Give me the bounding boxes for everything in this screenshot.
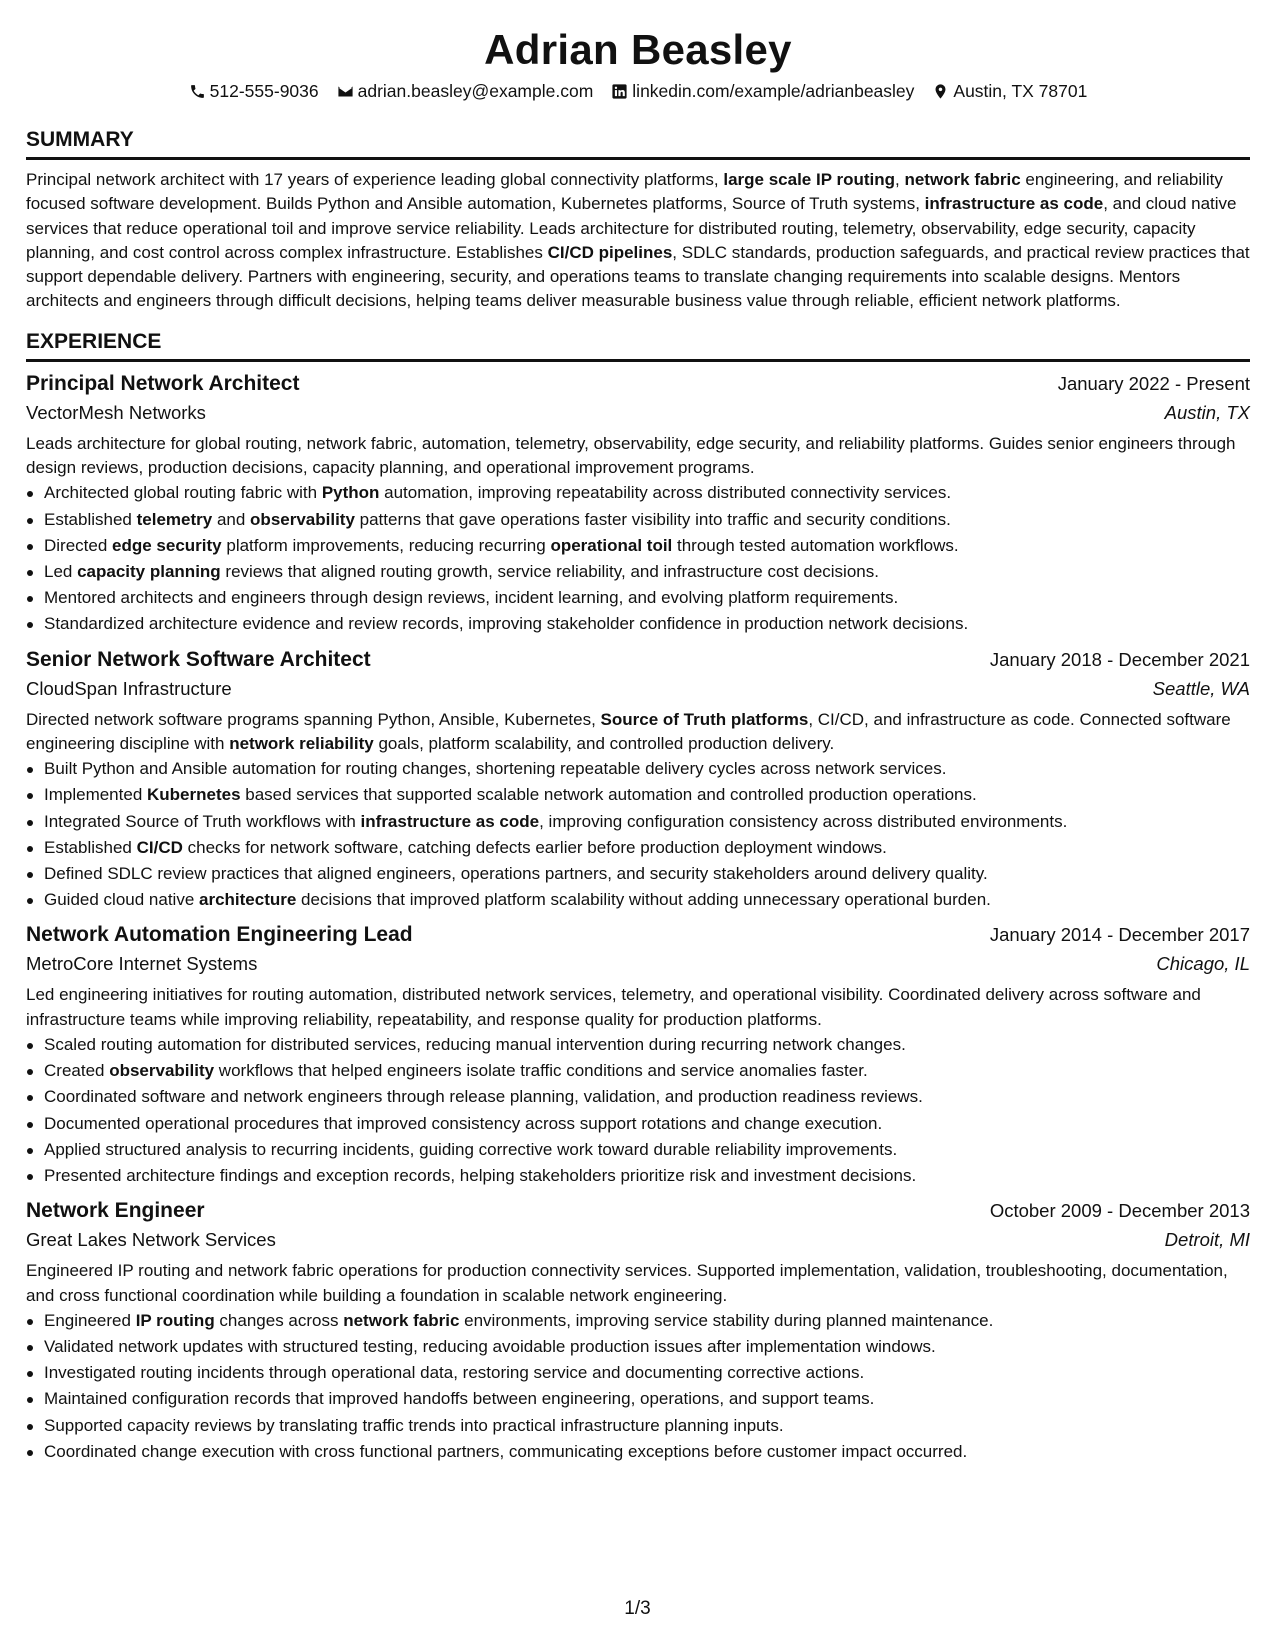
section-divider [26,359,1250,362]
bold-keyword: edge security [112,535,222,555]
summary-section [26,127,1250,314]
job-dates: January 2022 - Present [1057,372,1250,394]
company-name: CloudSpan Infrastructure [26,677,232,699]
job-subheader [26,1227,1250,1253]
job-entry [26,1197,1250,1465]
bold-keyword: telemetry [136,509,213,529]
contact-email[interactable] [337,80,594,102]
bold-keyword: observability [250,509,355,529]
bold-keyword: observability [109,1061,215,1081]
job-subheader [26,400,1250,426]
company-name: VectorMesh Networks [26,401,206,423]
envelope-icon [337,83,354,100]
achievement-list [26,480,1250,637]
achievement-item: Mentored architects and engineers through design reviews, incident learning, and evolving platform requirements. [44,585,1250,611]
company-name: Great Lakes Network Services [26,1229,276,1251]
resume-page [26,0,1250,1465]
achievement-item: Coordinated change execution with cross functional partners, communicating exceptions before customer impact occurred. [44,1439,1250,1465]
achievement-list [26,1032,1250,1189]
job-entry [26,921,1250,1189]
achievement-item: Coordinated software and network engineers through release planning, validation, and production readiness reviews. [44,1084,1250,1110]
bold-keyword: network fabric [343,1310,460,1330]
job-location: Chicago, IL [1156,953,1250,975]
bold-keyword: infrastructure as code [360,811,540,831]
experience-section [26,329,1250,1465]
bold-keyword: network fabric [904,170,1021,189]
job-description: Led engineering initiatives for routing automation, distributed network services, telemetry, and operational visibility. Coordinated delivery across software and infrastructure teams while improving reliability, repeatability, and response quality for production platforms. [26,985,1201,1029]
achievement-item: Supported capacity reviews by translating traffic trends into practical infrastructure planning inputs. [44,1413,1250,1439]
contact-phone [189,80,319,102]
achievement-item: Directed edge security platform improvements, reducing recurring operational toil through tested automation workflows. [44,533,1250,559]
job-dates: January 2018 - December 2021 [989,648,1250,670]
achievement-item: Engineered IP routing changes across network fabric environments, improving service stability during planned maintenance. [44,1308,1250,1334]
achievement-item: Led capacity planning reviews that aligned routing growth, service reliability, and infrastructure cost decisions. [44,559,1250,585]
contact-bar [26,80,1250,102]
contact-location [932,80,1087,102]
achievement-item: Established CI/CD checks for network software, catching defects earlier before production deployment windows. [44,835,1250,861]
job-dates: January 2014 - December 2017 [989,924,1250,946]
job-description: Directed network software programs spanning Python, Ansible, Kubernetes, Source of Truth platforms, CI/CD, and infrastructure as code. Connected software engineering discipline with network reliability goals, platform scalability, and controlled production delivery. [26,709,1231,753]
job-subheader [26,951,1250,977]
company-name: MetroCore Internet Systems [26,953,258,975]
job-location: Austin, TX [1164,401,1250,423]
bold-keyword: large scale IP routing [723,170,895,189]
bold-keyword: capacity planning [77,561,221,581]
job-location: Seattle, WA [1152,677,1250,699]
bold-keyword: CI/CD pipelines [547,242,673,262]
job-entry [26,370,1250,638]
achievement-item: Investigated routing incidents through operational data, restoring service and documenting corrective actions. [44,1360,1250,1386]
job-title: Principal Network Architect [26,371,300,395]
achievement-list [26,1308,1250,1465]
summary-text: Principal network architect with 17 years of experience leading global connectivity platforms, large scale IP routing, network fabric engineering, and reliability focused software development. Builds Python and Ansible automation, Kubernetes platforms, Source of Truth systems, infrastructure as code, and cloud native services that reduce operational toil and improve service reliability. Leads architecture for distributed routing, telemetry, observability, edge security, capacity planning, and cost control across complex infrastructure. Establishes CI/CD pipelines, SDLC standards, production safeguards, and practical review practices that support dependable delivery. Partners with engineering, security, and operations teams to translate changing requirements into scalable designs. Mentors architects and engineers through difficult decisions, helping teams deliver measurable business value through reliable, efficient network platforms. [26,170,1250,311]
location-text: Austin, TX 78701 [953,81,1088,101]
achievement-item: Implemented Kubernetes based services that supported scalable network automation and controlled production operations. [44,782,1250,808]
bold-keyword: operational toil [550,535,673,555]
bold-keyword: Python [321,483,380,503]
achievement-list [26,756,1250,913]
achievement-item: Presented architecture findings and exception records, helping stakeholders prioritize risk and investment decisions. [44,1163,1250,1189]
job-location: Detroit, MI [1164,1229,1250,1251]
linkedin-icon [611,83,628,100]
achievement-item: Architected global routing fabric with Python automation, improving repeatability across distributed connectivity services. [44,480,1250,506]
job-header [26,370,1250,398]
bold-keyword: Source of Truth platforms [600,709,809,729]
job-title: Network Automation Engineering Lead [26,923,413,947]
section-divider [26,157,1250,160]
job-entry [26,646,1250,914]
job-header [26,646,1250,674]
candidate-name: Adrian Beasley [484,26,792,73]
bold-keyword: Kubernetes [147,785,241,805]
job-dates: October 2009 - December 2013 [989,1200,1250,1222]
job-title: Network Engineer [26,1199,205,1223]
email-text[interactable]: adrian.beasley@example.com [357,81,594,101]
map-pin-icon [932,83,949,100]
job-description: Leads architecture for global routing, network fabric, automation, telemetry, observability, edge security, and reliability platforms. Guides senior engineers through design reviews, production decisions, capacity planning, and operational improvement programs. [26,433,1236,478]
achievement-item: Guided cloud native architecture decisions that improved platform scalability without adding unnecessary operational burden. [44,887,1250,913]
achievement-item: Established telemetry and observability patterns that gave operations faster visibility into traffic and security conditions. [44,507,1250,533]
contact-linkedin[interactable] [611,80,914,102]
job-header [26,1197,1250,1225]
section-title-experience: EXPERIENCE [26,329,162,353]
job-list [26,370,1250,1465]
bold-keyword: IP routing [135,1310,215,1330]
job-description: Engineered IP routing and network fabric operations for production connectivity services. Supported implementation, validation, troubleshooting, documentation, and cross functional coordination while building a foundation in scalable network engineering. [26,1261,1228,1305]
page-number: 1/3 [624,1598,651,1619]
linkedin-text[interactable]: linkedin.com/example/adrianbeasley [632,81,915,101]
achievement-item: Applied structured analysis to recurring incidents, guiding corrective work toward durable reliability improvements. [44,1137,1250,1163]
achievement-item: Standardized architecture evidence and review records, improving stakeholder confidence in production network decisions. [44,611,1250,637]
achievement-item: Scaled routing automation for distributed services, reducing manual intervention during recurring network changes. [44,1032,1250,1058]
job-subheader [26,676,1250,702]
job-title: Senior Network Software Architect [26,647,371,671]
achievement-item: Validated network updates with structured testing, reducing avoidable production issues after implementation windows. [44,1334,1250,1360]
phone-icon [189,83,206,100]
section-title-summary: SUMMARY [26,128,134,151]
phone-text: 512-555-9036 [209,81,319,101]
bold-keyword: infrastructure as code [924,194,1104,214]
achievement-item: Maintained configuration records that improved handoffs between engineering, operations, and support teams. [44,1386,1250,1412]
achievement-item: Integrated Source of Truth workflows with infrastructure as code, improving configuration consistency across distributed environments. [44,809,1250,835]
bold-keyword: CI/CD [136,837,183,857]
achievement-item: Created observability workflows that helped engineers isolate traffic conditions and service anomalies faster. [44,1058,1250,1084]
job-header [26,921,1250,949]
achievement-item: Defined SDLC review practices that aligned engineers, operations partners, and security stakeholders around delivery quality. [44,861,1250,887]
achievement-item: Built Python and Ansible automation for routing changes, shortening repeatable delivery cycles across network services. [44,756,1250,782]
bold-keyword: architecture [199,890,297,910]
bold-keyword: network reliability [229,733,374,753]
achievement-item: Documented operational procedures that improved consistency across support rotations and change execution. [44,1111,1250,1137]
